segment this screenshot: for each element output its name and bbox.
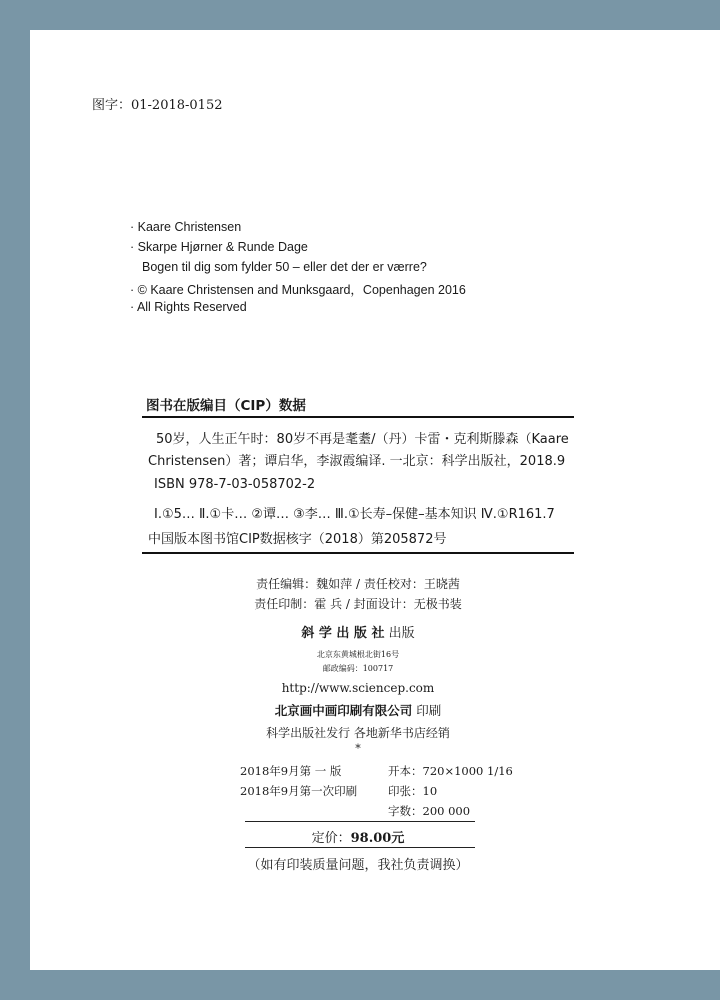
price-label: 定价： (311, 831, 351, 846)
format-size: 开本：720×1000 1/16 (388, 764, 513, 778)
word-count: 字数：200 000 (388, 804, 471, 818)
publisher-address: 北京东黄城根北街16号 (316, 650, 400, 659)
price-divider-bottom (245, 847, 475, 848)
cip-title-line-2: Christensen）著；谭启华，李淑霞编译. 一北京：科学出版社，2018.9 (148, 454, 566, 469)
copyright-line-original-title: · Skarpe Hjørner & Runde Dage (130, 240, 308, 254)
cip-isbn: ISBN 978-7-03-058702-2 (154, 477, 316, 492)
publisher-postal-code: 邮政编码：100717 (322, 664, 394, 673)
edition-row-1 (240, 763, 513, 779)
copyright-line-rights: · All Rights Reserved (130, 300, 247, 314)
print-sheets: 印张：10 (388, 784, 438, 798)
price-divider-top (245, 821, 475, 822)
copyright-permit-number: 图字：01-2018-0152 (92, 98, 223, 113)
edition-row-3 (240, 803, 470, 819)
quality-notice: （如有印装质量问题，我社负责调换） (247, 858, 469, 873)
copyright-line-holder: · © Kaare Christensen and Munksgaard，Copenhagen 2016 (130, 283, 466, 297)
credits-line-1: 责任编辑：魏如萍 / 责任校对：王晓茜 (256, 577, 460, 591)
separator-star: * (355, 742, 361, 755)
cip-heading: 图书在版编目（CIP）数据 (146, 398, 306, 414)
printing-first: 2018年9月第一次印刷 (240, 784, 358, 798)
copyright-line-author: · Kaare Christensen (130, 220, 242, 234)
price-value: 98.00元 (350, 831, 405, 846)
price-line (142, 827, 574, 846)
cip-bottom-rule (142, 552, 574, 554)
printer-name: 北京画中画印刷有限公司 (274, 703, 413, 718)
cip-top-rule (142, 416, 574, 418)
printer-suffix: 印刷 (416, 703, 442, 718)
publisher-suffix: 出版 (388, 626, 415, 641)
edition-first: 2018年9月第 一 版 (240, 764, 342, 778)
cip-classification: Ⅰ.①5… Ⅱ.①卡… ②谭… ③李… Ⅲ.①长寿–保健–基本知识 Ⅳ.①R161.7 (154, 507, 555, 522)
copyright-line-subtitle: Bogen til dig som fylder 50 – eller det der er værre? (142, 260, 427, 274)
cip-core-number: 中国版本图书馆CIP数据核字（2018）第205872号 (148, 532, 447, 547)
colophon-page (30, 30, 720, 970)
publisher-line (142, 622, 574, 641)
cip-title-line-1: 50岁，人生正午时：80岁不再是耄耋/（丹）卡雷・克利斯滕森（Kaare (156, 432, 569, 447)
publisher-name: 斜 学 出 版 社 (301, 626, 385, 641)
edition-row-2 (240, 783, 437, 799)
publisher-url: http://www.sciencep.com (281, 681, 435, 695)
credits-line-2: 责任印制：霍 兵 / 封面设计：无极书装 (254, 597, 462, 611)
printer-line (142, 701, 574, 719)
distribution-line: 科学出版社发行 各地新华书店经销 (266, 726, 450, 740)
